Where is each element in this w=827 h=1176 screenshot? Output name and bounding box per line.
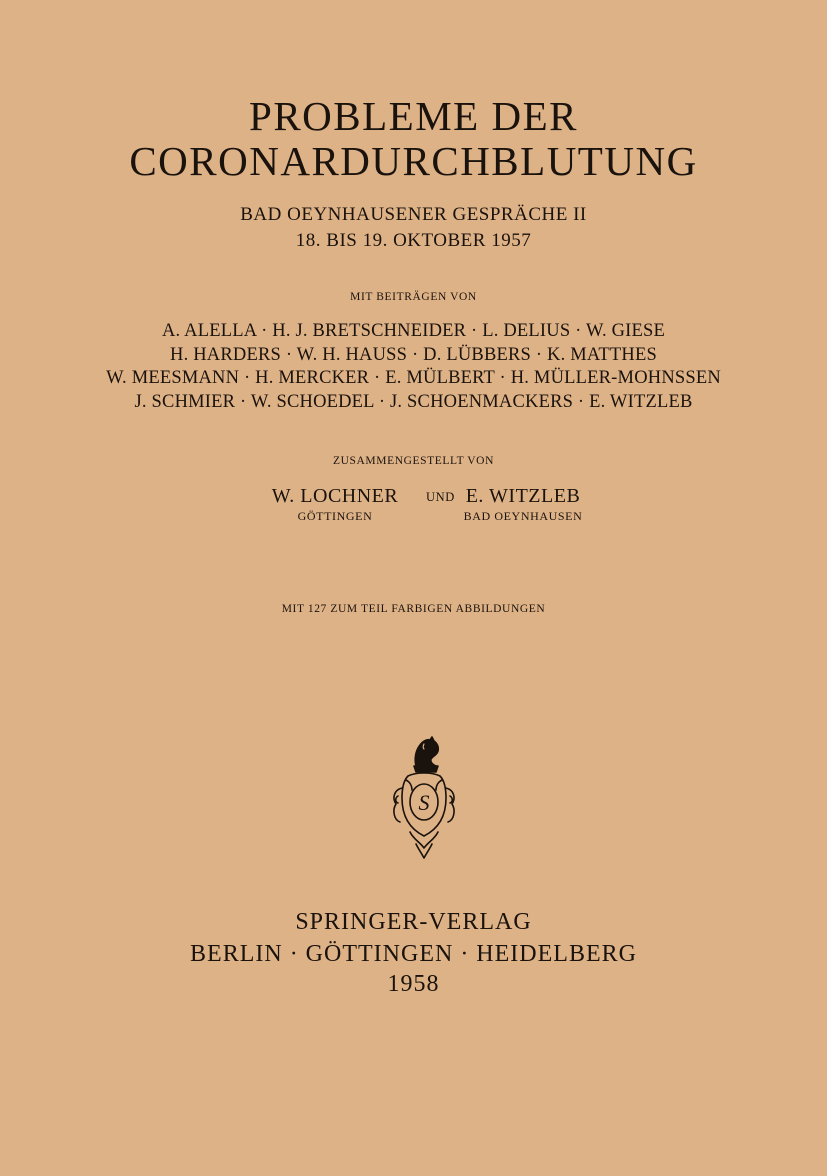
editor-name: E. WITZLEB — [465, 485, 581, 507]
editor-place: BAD OEYNHAUSEN — [463, 509, 583, 523]
editors-block — [0, 484, 827, 530]
contributions-label: MIT BEITRÄGEN VON — [350, 291, 477, 303]
author-row: J. SCHMIER · W. SCHOEDEL · J. SCHOENMACKERS · E. WITZLEB — [134, 391, 693, 412]
subtitle-series: BAD OEYNHAUSENER GESPRÄCHE II — [240, 204, 587, 225]
springer-knight-logo-icon — [386, 736, 462, 860]
subtitle-dates: 18. BIS 19. OKTOBER 1957 — [295, 230, 532, 251]
compiled-label: ZUSAMMENGESTELLT VON — [333, 455, 494, 467]
publisher-name: SPRINGER-VERLAG — [295, 909, 532, 935]
editor-lochner — [262, 484, 408, 524]
editors-conjunction: UND — [426, 490, 455, 504]
publisher-cities: BERLIN · GÖTTINGEN · HEIDELBERG — [190, 941, 637, 967]
author-row: A. ALELLA · H. J. BRETSCHNEIDER · L. DELIUS · W. GIESE — [161, 321, 666, 341]
title-line-1: PROBLEME DER — [249, 93, 578, 139]
author-row: W. MEESMANN · H. MERCKER · E. MÜLBERT · H. MÜLLER-MOHNSSEN — [106, 368, 721, 388]
editor-place: GÖTTINGEN — [297, 509, 373, 523]
author-list — [0, 320, 827, 414]
editor-witzleb — [458, 484, 588, 524]
figures-note: MIT 127 ZUM TEIL FARBIGEN ABBILDUNGEN — [281, 603, 546, 615]
logo-letter: S — [418, 790, 430, 815]
editor-name: W. LOCHNER — [271, 485, 399, 507]
title-line-2: CORONARDURCHBLUTUNG — [129, 138, 698, 184]
publication-year: 1958 — [387, 971, 440, 997]
author-row: H. HARDERS · W. H. HAUSS · D. LÜBBERS · K. MATTHES — [170, 344, 657, 365]
